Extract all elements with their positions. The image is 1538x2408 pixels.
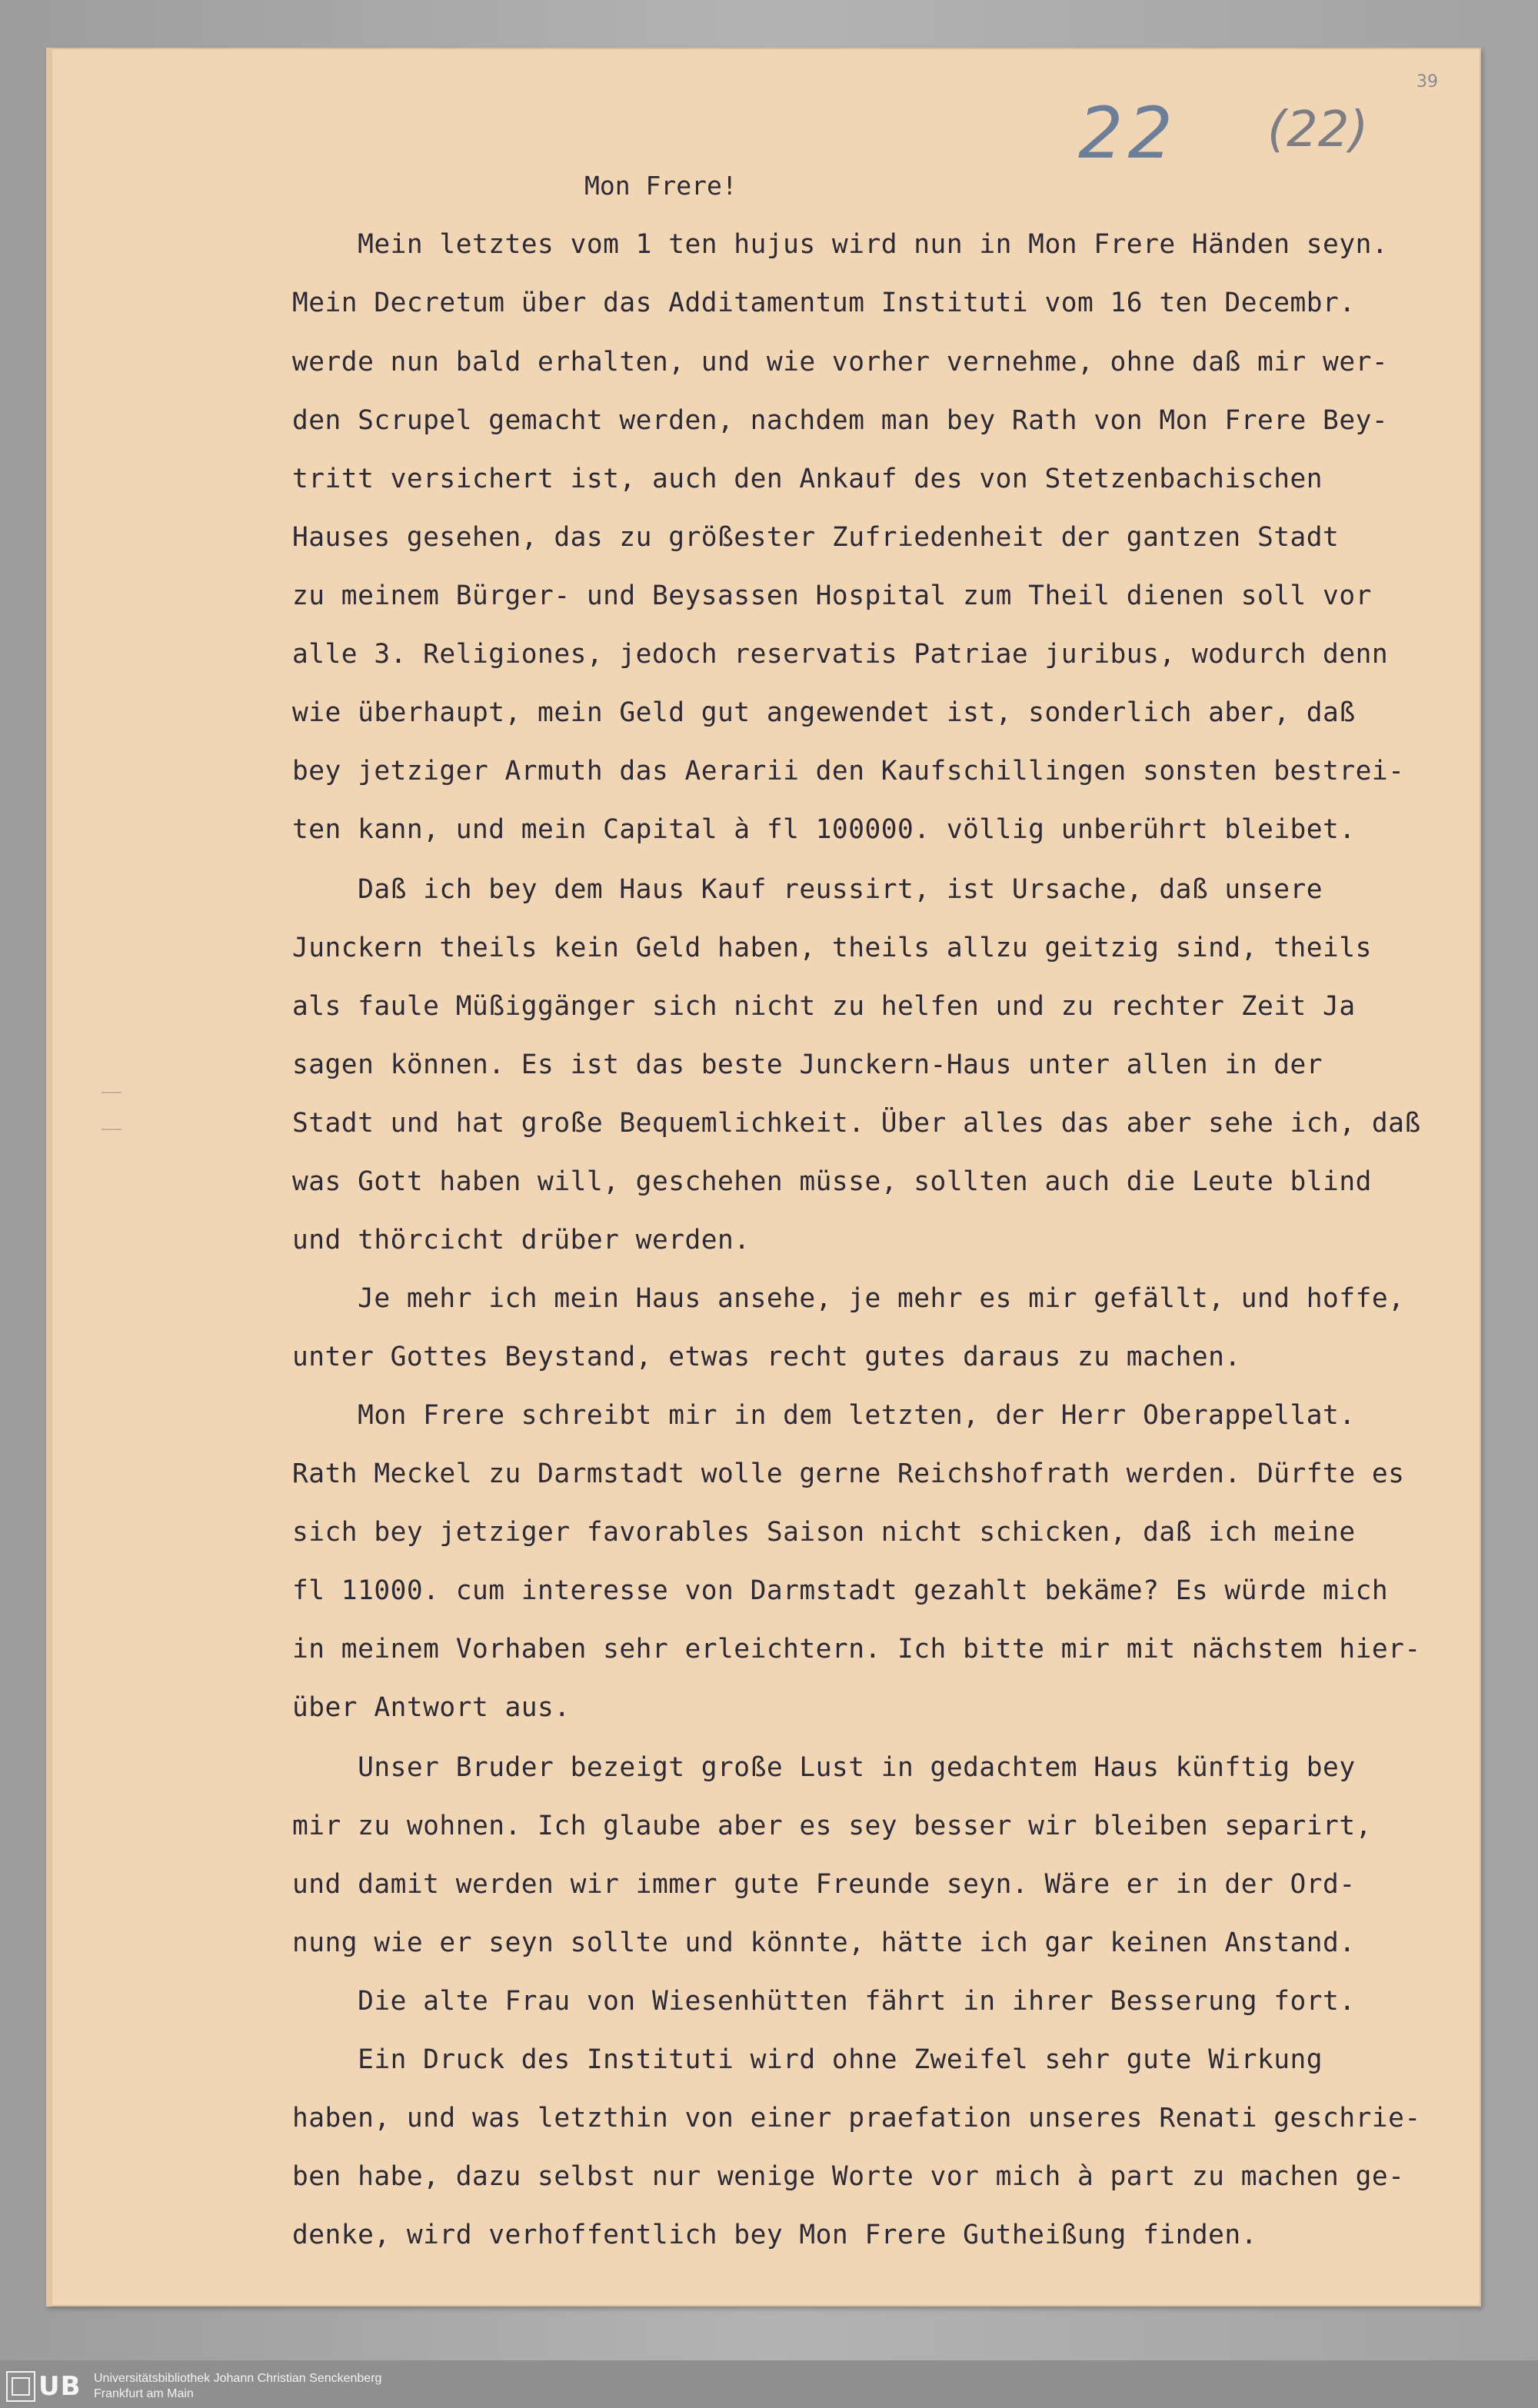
library-name — [94, 2371, 381, 2402]
text-line: tritt versichert ist, auch den Ankauf des von Stetzenbachischen — [292, 464, 1323, 494]
text-line: haben, und was letzthin von einer praefation unseres Renati geschrie- — [292, 2103, 1421, 2134]
text-line: Die alte Frau von Wiesenhütten fährt in ihrer Besserung fort. — [292, 1986, 1356, 2017]
text-line: Daß ich bey dem Haus Kauf reussirt, ist Ursache, daß unsere — [292, 874, 1323, 905]
library-name-line1: Universitätsbibliothek Johann Christian Senckenberg — [94, 2372, 382, 2385]
text-line: mir zu wohnen. Ich glaube aber es sey besser wir bleiben separirt, — [292, 1811, 1372, 1841]
text-line: Ein Druck des Instituti wird ohne Zweifel sehr gute Wirkung — [292, 2044, 1323, 2075]
text-line: was Gott haben will, geschehen müsse, sollten auch die Leute blind — [292, 1166, 1372, 1197]
library-name-line2: Frankfurt am Main — [94, 2387, 194, 2400]
library-logo — [6, 2371, 82, 2402]
text-line: zu meinem Bürger- und Beysassen Hospital zum Theil dienen soll vor — [292, 580, 1372, 611]
text-line: in meinem Vorhaben sehr erleichtern. Ich bitte mir mit nächstem hier- — [292, 1634, 1421, 1665]
text-line: Je mehr ich mein Haus ansehe, je mehr es mir gefällt, und hoffe, — [292, 1283, 1405, 1314]
text-line: ten kann, und mein Capital à fl 100000. völlig unberührt bleibet. — [292, 814, 1356, 845]
text-line: Mon Frere schreibt mir in dem letzten, der Herr Oberappellat. — [292, 1400, 1356, 1431]
text-line: wie überhaupt, mein Geld gut angewendet ist, sonderlich aber, daß — [292, 697, 1356, 728]
text-line: nung wie er seyn sollte und könnte, hätte ich gar keinen Anstand. — [292, 1927, 1356, 1958]
text-line: und thörcicht drüber werden. — [292, 1225, 751, 1256]
text-line: alle 3. Religiones, jedoch reservatis Patriae juribus, wodurch denn — [292, 639, 1389, 670]
text-line: Junckern theils kein Geld haben, theils allzu geitzig sind, theils — [292, 933, 1372, 963]
text-line: über Antwort aus. — [292, 1692, 571, 1723]
pencil-folio-number: 22 — [1078, 92, 1178, 175]
text-line: Mein letztes vom 1 ten hujus wird nun in Mon Frere Händen seyn. — [292, 229, 1389, 260]
text-line: bey jetziger Armuth das Aerarii den Kaufschillingen sonsten bestrei- — [292, 756, 1405, 787]
salutation: Mon Frere! — [584, 171, 737, 201]
text-line: Stadt und hat große Bequemlichkeit. Über alles das aber sehe ich, daß — [292, 1108, 1421, 1139]
pencil-bracketed-number: (22) — [1267, 101, 1369, 158]
text-line: ben habe, dazu selbst nur wenige Worte vor mich à part zu machen ge- — [292, 2161, 1405, 2192]
text-line: und damit werden wir immer gute Freunde seyn. Wäre er in der Ord- — [292, 1869, 1356, 1900]
text-line: Unser Bruder bezeigt große Lust in gedachtem Haus künftig bey — [292, 1752, 1356, 1783]
text-line: sagen können. Es ist das beste Junckern-Haus unter allen in der — [292, 1049, 1323, 1080]
logo-text: UB — [38, 2371, 82, 2402]
text-line: Rath Meckel zu Darmstadt wolle gerne Reichshofrath werden. Dürfte es — [292, 1458, 1405, 1489]
text-line: als faule Müßiggänger sich nicht zu helfen und zu rechter Zeit Ja — [292, 991, 1356, 1022]
text-line: Mein Decretum über das Additamentum Instituti vom 16 ten Decembr. — [292, 288, 1356, 318]
text-line: sich bey jetziger favorables Saison nicht schicken, daß ich meine — [292, 1517, 1356, 1548]
margin-mark — [102, 1092, 122, 1093]
margin-mark — [102, 1129, 122, 1130]
text-line: den Scrupel gemacht werden, nachdem man bey Rath von Mon Frere Bey- — [292, 405, 1389, 436]
text-line: Hauses gesehen, das zu größester Zufriedenheit der gantzen Stadt — [292, 522, 1340, 553]
text-line: werde nun bald erhalten, und wie vorher vernehme, ohne daß mir wer- — [292, 347, 1389, 377]
text-line: unter Gottes Beystand, etwas recht gutes daraus zu machen. — [292, 1342, 1241, 1372]
text-line: denke, wird verhoffentlich bey Mon Frere Gutheißung finden. — [292, 2220, 1257, 2250]
logo-square-icon — [6, 2371, 35, 2402]
archive-page-number: 39 — [1416, 72, 1438, 91]
text-line: fl 11000. cum interesse von Darmstadt gezahlt bekäme? Es würde mich — [292, 1575, 1389, 1606]
